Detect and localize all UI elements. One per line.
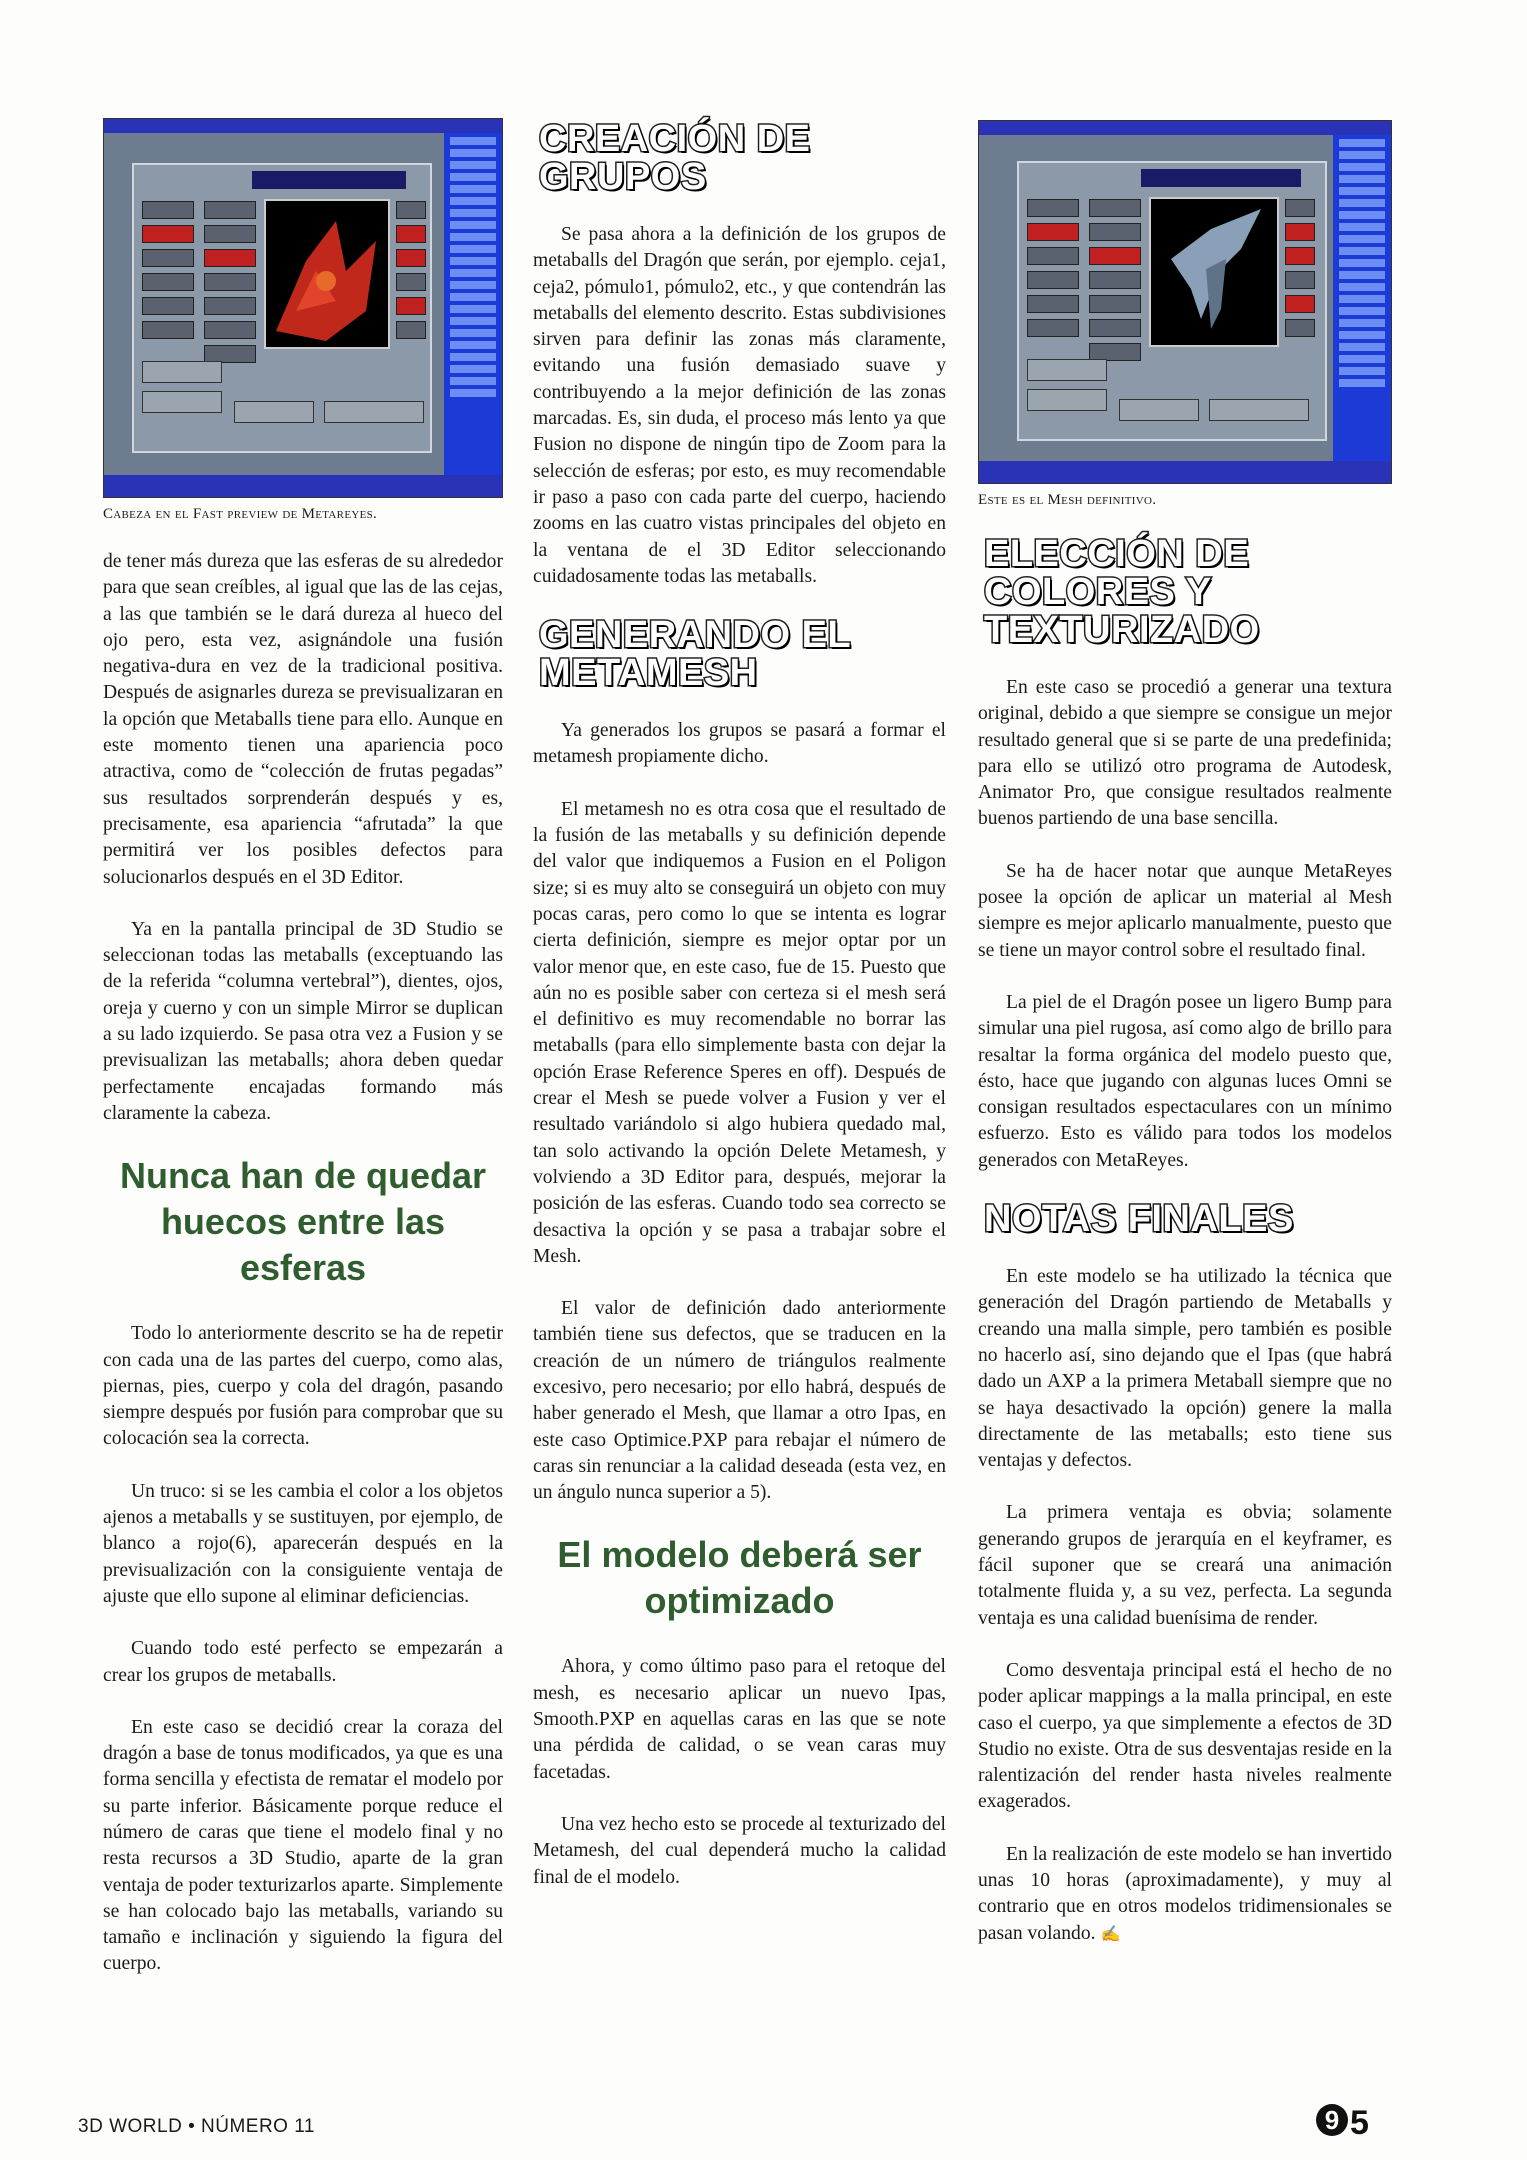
paragraph: Se ha de hacer notar que aunque MetaReyes posee la opción de aplicar un material al Mesh siempre es mejor aplicarlo manualmente, puesto que se tiene un mayor control sobre el resultado final. xyxy=(978,860,1392,961)
figure-caption: Cabeza en el Fast preview de Metareyes. xyxy=(103,506,378,522)
page-number xyxy=(1316,2104,1369,2143)
paragraph: En este caso se procedió a generar una textura original, debido a que siempre se consigue un mejor resultado general que si se parte de una predefinida; para ello se utilizó otro programa de Autodesk, Animator Pro, que consigue resultados realmente buenos partiendo de una base sencilla. xyxy=(978,677,1392,830)
paragraph: La primera ventaja es obvia; solamente generando grupos de jerarquía en el keyframer, es fácil suponer que se creará una animación totalmente fluida y, a su vez, perfecta. La segunda ventaja es una calidad buenísima de render. xyxy=(978,1502,1392,1629)
screen-dialog xyxy=(1017,161,1327,441)
pull-quote: Nunca han de quedar huecos entre las esferas xyxy=(119,1155,487,1289)
dragon-mesh-render xyxy=(1151,199,1277,345)
paragraph: Ya generados los grupos se pasará a formar el metamesh propiamente dicho. xyxy=(533,720,946,768)
paragraph: Todo lo anteriormente descrito se ha de repetir con cada una de las partes del cuerpo, como alas, piernas, pies, cuerpo y cola del dragón, pasando siempre después por fusión para comprobar que su colocación sea la correcta. xyxy=(103,1323,503,1450)
screen-dialog xyxy=(132,163,432,453)
page-number-suffix: 5 xyxy=(1350,2104,1369,2142)
screen-side-panel xyxy=(444,133,502,475)
paragraph: El valor de definición dado anteriormente también tiene sus defectos, que se traducen en la creación de un número de triángulos realmente excesivo, pero necesario; por ello habrá, después de haber generado el Mesh, que llamar a otro Ipas, en este caso Optimice.PXP para rebajar el número de caras sin renunciar a la calidad deseada (esta vez, en un ángulo nunca superior a 5). xyxy=(533,1298,946,1504)
paragraph: Ya en la pantalla principal de 3D Studio se seleccionan todas las metaballs (exceptuando las de la referida “columna vertebral”), dientes, ojos, oreja y cuerno y con un simple Mirror se duplican a su lado izquierdo. Se pasa otra vez a Fusion y se previsualizan las metaballs; ahora deben quedar perfectamente encajadas formando más claramente la cabeza. xyxy=(103,918,503,1124)
screen-menubar xyxy=(979,121,1391,135)
screenshot-final-mesh xyxy=(978,120,1392,484)
preview-viewport xyxy=(264,199,390,349)
column-right xyxy=(978,120,1392,1974)
section-heading: NOTAS FINALES xyxy=(984,1198,1294,1241)
paragraph: Un truco: si se les cambia el color a los objetos ajenos a metaballs y se sustituyen, por ejemplo, de blanco a rojo(6), aparecerán después en la previsualización con la consiguiente ventaja de ajuste que ello supone al eliminar deficiencias. xyxy=(103,1480,503,1607)
section-heading: GENERANDO EL METAMESH xyxy=(539,614,851,695)
paragraph xyxy=(978,1842,1392,1948)
section-heading: CREACIÓN DE GRUPOS xyxy=(539,118,811,198)
pull-quote: El modelo deberá ser optimizado xyxy=(557,1534,922,1622)
paragraph: En este modelo se ha utilizado la técnica que generación del Dragón partiendo de Metaballs y creando una malla simple, pero también es posible no hacerlo así, sino dejando que el Ipas (que habrá dado un AXP a la primera Metaball siempre que no se haya desactivado la opción) genere la malla directamente de las metaballs; esto tiene sus ventajas y defectos. xyxy=(978,1266,1392,1472)
screenshot-fast-preview xyxy=(103,118,503,498)
figure-caption: Este es el Mesh definitivo. xyxy=(978,492,1157,508)
page-number-prefix: 9 xyxy=(1316,2104,1348,2136)
column-middle xyxy=(533,120,946,1917)
paragraph: Cuando todo esté perfecto se empezarán a crear los grupos de metaballs. xyxy=(103,1638,503,1686)
column-left xyxy=(103,118,503,2004)
section-heading: ELECCIÓN DE COLORES Y TEXTURIZADO xyxy=(984,533,1260,651)
paragraph: de tener más dureza que las esferas de su alrededor para que sean creíbles, al igual que las de las cejas, a las que también se le dará dureza al hueco del ojo pero, esta vez, asignándole una fusión negativa-dura en vez de la tradicional positiva. Después de asignarles dureza se previsualizaran en la opción que Metaballs tiene para ello. Aunque en este momento tienen una apariencia poco atractiva, como de “colección de frutas pegadas” sus resultados sorprenderán después y es, precisamente, esa apariencia “afrutada” la que permitirá ver los posibles defectos para solucionarlos después en el 3D Editor. xyxy=(103,551,503,888)
paragraph: Una vez hecho esto se procede al texturizado del Metamesh, del cual dependerá mucho la calidad final de el modelo. xyxy=(533,1813,946,1888)
screen-statusbar xyxy=(104,475,502,497)
paragraph: Como desventaja principal está el hecho de no poder aplicar mappings a la malla principal, en este caso el cuerpo, ya que simplemente a efectos de 3D Studio no existe. Otra de sus desventajas reside en la ralentización del render hasta niveles realmente exagerados. xyxy=(978,1659,1392,1813)
paragraph: El metamesh no es otra cosa que el resultado de la fusión de las metaballs y su definición depende del valor que indiquemos a Fusion en el Poligon size; si es muy alto se conseguirá un objeto con muy pocas caras, pero como lo que se intenta es lograr cierta definición, siempre es mejor optar por un valor menor que, en este caso, fue de 15. Puesto que aún no es posible saber con certeza si el mesh será el definitivo es muy recomendable no borrar las metaballs (para ello simplemente basta con dejar la opción Erase Reference Speres en off). Después de crear el Mesh se puede volver a Fusion y ver el resultado variándolo si algo hubiera quedado mal, tan solo activando la opción Delete Metamesh, y volviendo a 3D Editor para, después, mejorar la posición de las esferas. Cuando todo sea correcto se desactiva la opción y se pasa a trabajar sobre el Mesh. xyxy=(533,798,946,1267)
paragraph-text: En la realización de este modelo se han invertido unas 10 horas (aproximadamente), y muy al contrario que en otros modelos tridimensionales se pasan volando. xyxy=(978,1843,1392,1944)
footer-magazine: 3D WORLD • NÚMERO 11 xyxy=(78,2116,315,2137)
screen-side-panel xyxy=(1333,135,1391,461)
end-mark-icon: ✍ xyxy=(1100,1925,1121,1943)
screen-menubar xyxy=(104,119,502,133)
paragraph: Se pasa ahora a la definición de los grupos de metaballs del Dragón que serán, por ejemplo. ceja1, ceja2, pómulo1, pómulo2, etc., y que contendrán las metaballs del elemento descrito. Estas subdivisiones sirven para definir las zonas más claramente, evitando una fusión demasiado suave y contribuyendo a la mejor definición de las zonas marcadas. Es, sin duda, el proceso más lento ya que Fusion no dispone de ningún tipo de Zoom para la selección de esferas; por esto, es muy recomendable ir paso a paso con cada parte del cuerpo, haciendo zooms en las cuatro vistas principales del objeto en la ventana de el 3D Editor seleccionando cuidadosamente todas las metaballs. xyxy=(533,224,946,587)
paragraph: En este caso se decidió crear la coraza del dragón a base de tonus modificados, ya que es una forma sencilla y efectista de rematar el modelo por su parte inferior. Básicamente porque reduce el número de caras que tiene el modelo final y no resta recursos a 3D Studio, aparte de la gran ventaja de poder texturizarlos aparte. Simplemente se han colocado bajo las metaballs, variando su tamaño e inclinación y siguiendo la figura del cuerpo. xyxy=(103,1716,503,1975)
screen-statusbar xyxy=(979,461,1391,483)
paragraph: Ahora, y como último paso para el retoque del mesh, es necesario aplicar un nuevo Ipas, Smooth.PXP en aquellas caras en las que se note una pérdida de calidad, o se vean caras muy facetadas. xyxy=(533,1656,946,1783)
dragon-head-preview xyxy=(266,201,388,347)
paragraph: La piel de el Dragón posee un ligero Bump para simular una piel rugosa, así como algo de brillo para resaltar la forma orgánica del modelo puesto que, ésto, hace que jugando con algunas luces Omni se consigan resultados espectaculares con un mínimo esfuerzo. Esto es válido para todos los modelos generados con MetaReyes. xyxy=(978,991,1392,1171)
mesh-viewport xyxy=(1149,197,1279,347)
